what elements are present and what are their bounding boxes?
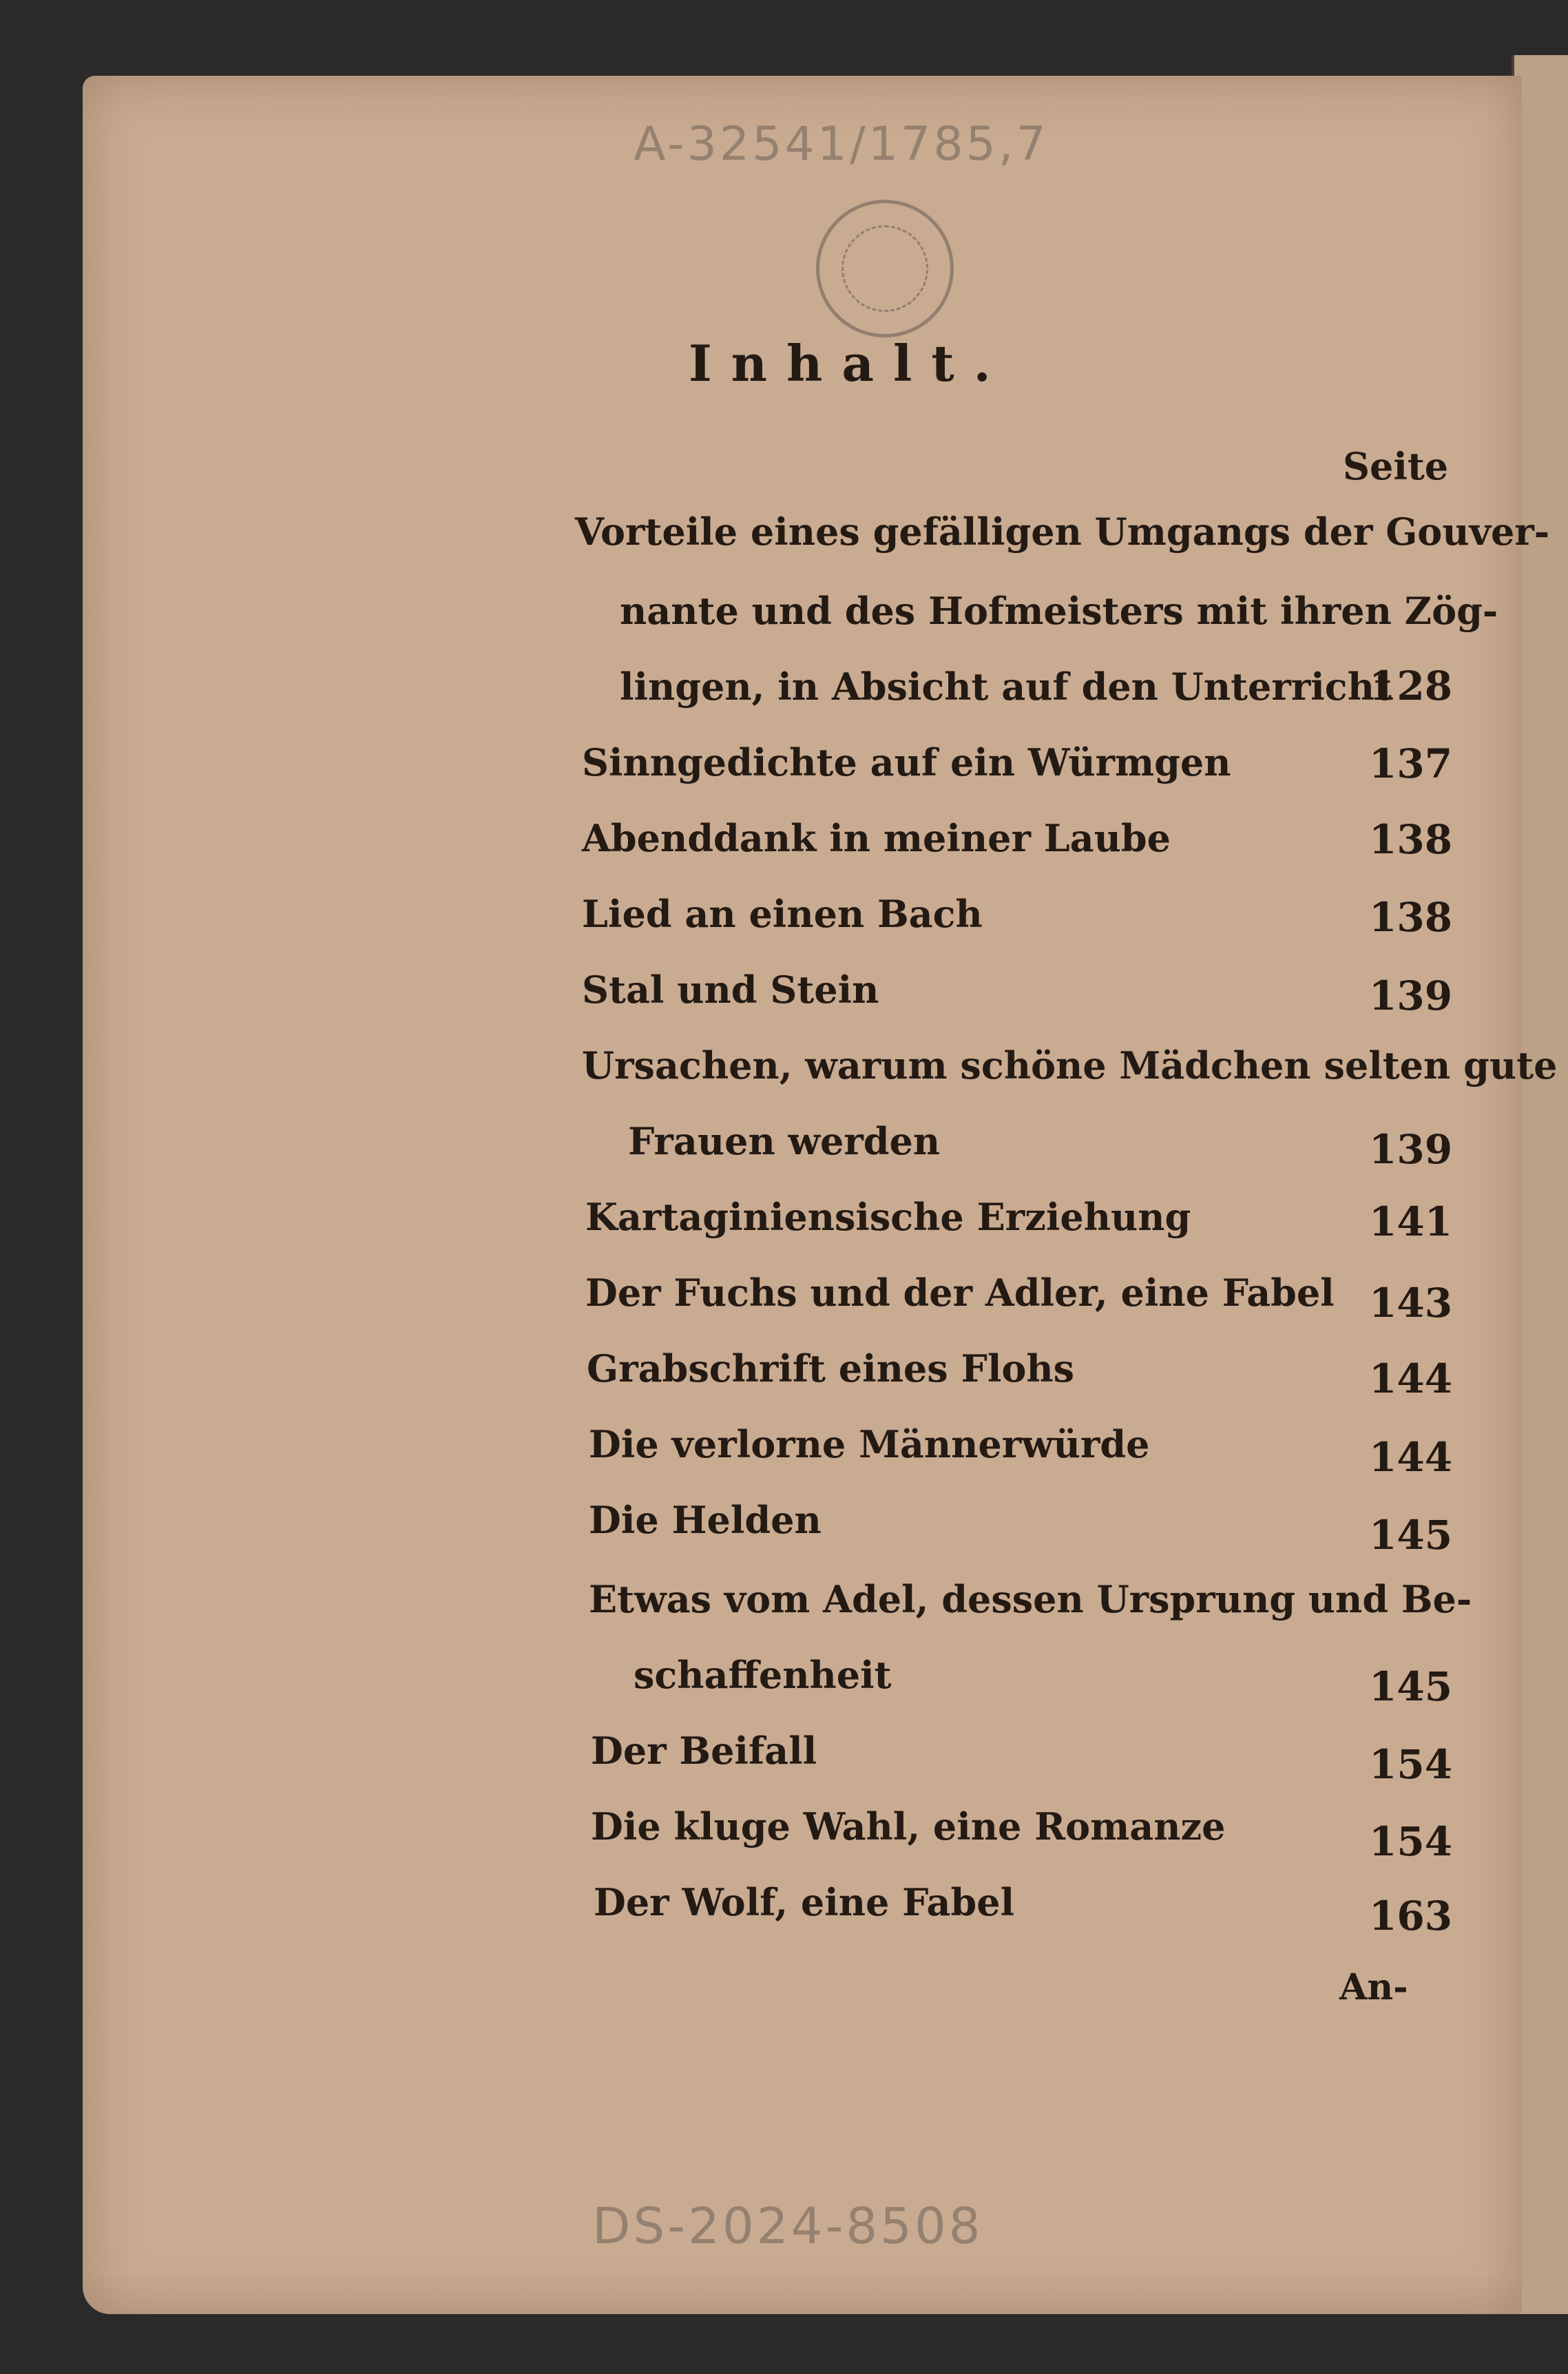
toc-entry-line: Frauen werden	[628, 1119, 941, 1163]
toc-entry-line: Grabschrift eines Flohs	[587, 1346, 1075, 1391]
toc-entry-line: Die kluge Wahl, eine Romanze	[591, 1804, 1226, 1849]
toc-entry-line: lingen, in Absicht auf den Unterricht	[620, 665, 1392, 709]
library-stamp-icon	[816, 200, 954, 337]
toc-page-number: 141	[1369, 1198, 1453, 1245]
toc-page-number: 143	[1369, 1280, 1453, 1326]
toc-entry-line: Vorteile eines gefälligen Umgangs der Gouver-	[575, 510, 1550, 554]
toc-page-number: 154	[1369, 1818, 1453, 1865]
toc-page-number: 128	[1369, 663, 1453, 709]
toc-entry-line: Etwas vom Adel, dessen Ursprung und Be-	[589, 1577, 1472, 1621]
toc-page-number: 154	[1369, 1741, 1453, 1788]
page-title: Inhalt.	[689, 334, 1010, 393]
toc-entry-line: Die verlorne Männerwürde	[589, 1422, 1150, 1466]
toc-page-number: 145	[1369, 1663, 1453, 1710]
toc-entry-line: Die Helden	[589, 1498, 822, 1542]
toc-page-number: 138	[1369, 816, 1453, 863]
toc-page-number: 145	[1369, 1512, 1453, 1559]
toc-entry-line: schaffenheit	[634, 1653, 892, 1697]
toc-page-number: 163	[1369, 1893, 1453, 1939]
toc-entry-line: Lied an einen Bach	[582, 892, 983, 936]
toc-entry-line: Der Fuchs und der Adler, eine Fabel	[585, 1271, 1335, 1315]
toc-page-number: 138	[1369, 894, 1453, 941]
toc-entry-line: Der Beifall	[591, 1729, 817, 1773]
catchword: An-	[1339, 1966, 1408, 2008]
shelfmark-top: A-32541/1785,7	[634, 117, 1049, 171]
toc-page-number: 144	[1369, 1355, 1453, 1402]
toc-entry-line: nante und des Hofmeisters mit ihren Zög-	[620, 589, 1498, 633]
toc-page-number: 139	[1369, 972, 1453, 1019]
toc-page-number: 144	[1369, 1434, 1453, 1481]
toc-page-number: 139	[1369, 1126, 1453, 1173]
toc-entry-line: Sinngedichte auf ein Würmgen	[582, 740, 1231, 784]
toc-entry-line: Kartaginiensische Erziehung	[585, 1195, 1191, 1239]
toc-entry-line: Abenddank in meiner Laube	[582, 816, 1171, 860]
toc-page-number: 137	[1369, 740, 1453, 787]
toc-entry-line: Stal und Stein	[582, 968, 879, 1012]
page-column-label: Seite	[1343, 444, 1449, 488]
toc-entry-line: Ursachen, warum schöne Mädchen selten gute	[582, 1043, 1558, 1087]
shelfmark-bottom: DS-2024-8508	[592, 2197, 983, 2255]
toc-entry-line: Der Wolf, eine Fabel	[594, 1880, 1015, 1924]
